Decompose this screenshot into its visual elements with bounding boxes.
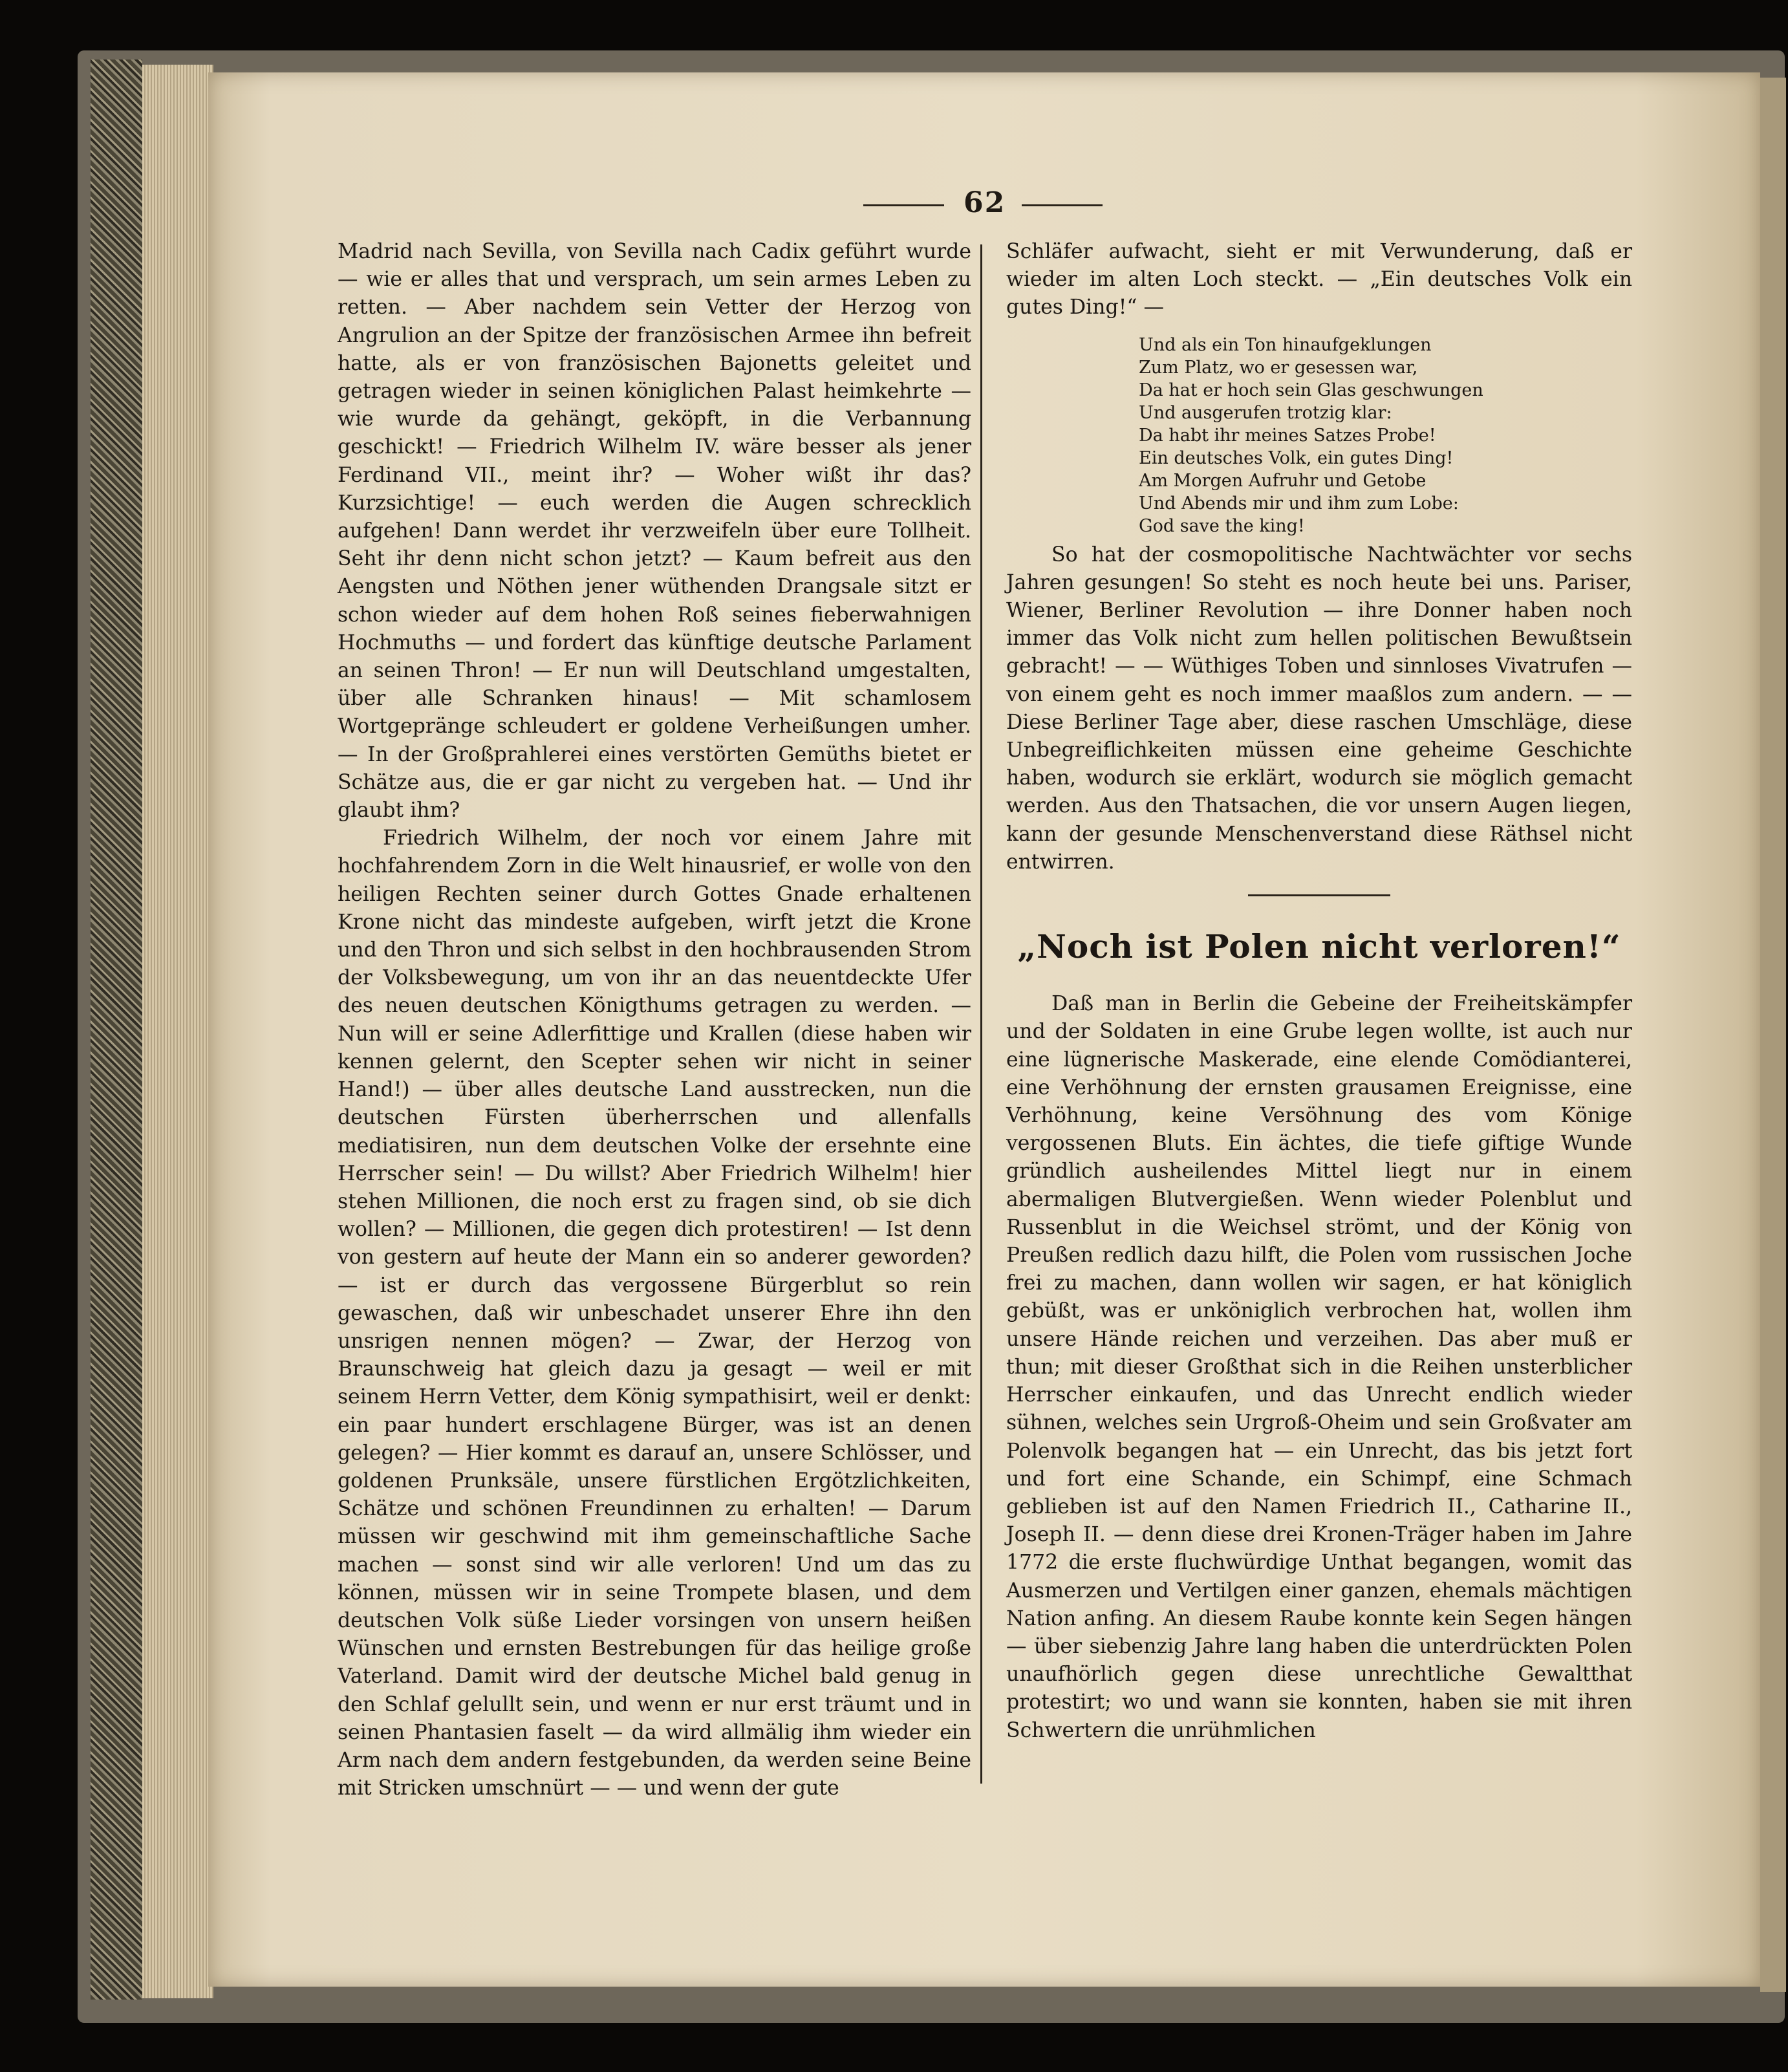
left-column (338, 238, 971, 1802)
article-body: Daß man in Berlin die Gebeine der Freiheitskämpfer und der Soldaten in eine Grube legen wollte, ist auch nur eine lügnerische Maskerade, eine elende Comödianterei, eine Verhöhnung der ernsten grausamen Ereignisse, eine Verhöhnung, keine Versöhnung des vom Könige vergossenen Bluts. Ein ächtes, die tiefe giftige Wunde gründlich ausheilendes Mittel liegt nur in einem abermaligen Blutvergießen. Wenn wieder Polenblut und Russenblut in die Weichsel strömt, und der König von Preußen redlich dazu hilft, die Polen vom russischen Joche frei zu machen, dann wollen wir sagen, er hat königlich gebüßt, was er unköniglich verbrochen hat, wollen ihm unsere Hände reichen und verzeihen. Das aber muß er thun; mit dieser Großthat sich in die Reihen unsterblicher Herrscher einkaufen, und das Unrecht endlich wieder sühnen, welches sein Urgroß-Oheim und sein Großvater am Polenvolk begangen hat — ein Unrecht, das bis jetzt fort und fort eine Schande, ein Schimpf, eine Schmach geblieben ist auf den Namen Friedrich II., Catharine II., Joseph II. — denn diese drei Kronen-Träger haben im Jahre 1772 die erste fluchwürdige Unthat begangen, womit das Ausmerzen und Vertilgen einer ganzen, ehemals mächtigen Nation anfing. An diesem Raube konnte kein Segen hängen — über siebenzig Jahre lang haben die unterdrückten Polen unaufhörlich gegen diese unrechtliche Gewaltthat protestirt; wo und wann sie konnten, haben sie mit ihren Schwertern die unrühmlichen (1006, 992, 1632, 1742)
next-page-edge (1760, 78, 1786, 1992)
marbled-cover-edge (91, 59, 142, 2000)
right-column (1006, 238, 1632, 1745)
poem-line: God save the king! (1139, 515, 1305, 536)
column-divider (980, 244, 982, 1784)
poem-line: Am Morgen Aufruhr und Getobe (1139, 470, 1427, 491)
right-paragraph-after-poem: So hat der cosmopolitische Nachtwächter vor sechs Jahren gesungen! So steht es noch heute bei uns. Pariser, Wiener, Berliner Revolution — ihre Donner haben noch immer das Volk nicht zum hellen politischen Bewußtsein gebracht! — — Wüthiges Toben und sinnloses Vivatrufen — von einem geht es noch immer maaßlos zum andern. — — Diese Berliner Tage aber, diese raschen Umschläge, diese Unbegreiflichkeiten müssen eine geheime Geschichte haben, wodurch sie erklärt, wodurch sie möglich gemacht werden. Aus den Thatsachen, die vor unsern Augen liegen, kann der gesunde Menschenverstand diese Räthsel nicht entwirren. (1006, 543, 1632, 874)
poem-line: Zum Platz, wo er gesessen war, (1139, 357, 1418, 378)
poem-line: Da hat er hoch sein Glas geschwungen (1139, 380, 1483, 400)
left-paragraph-1: Madrid nach Sevilla, von Sevilla nach Cadix geführt wurde — wie er alles that und versprach, um sein armes Leben zu retten. — Aber nachdem sein Vetter der Herzog von Angrulion an der Spitze der französischen Armee ihn befreit hatte, als er von französischen Bajonetts geleitet und getragen wieder in seinen königlichen Palast heimkehrte — wie wurde da gehängt, geköpft, in die Verbannung geschickt! — Friedrich Wilhelm IV. wäre besser als jener Ferdinand VII., meint ihr? — Woher wißt ihr das? Kurzsichtige! — euch werden die Augen schrecklich aufgehen! Dann werdet ihr verzweifeln über eure Tollheit. Seht ihr denn nicht schon jetzt? — Kaum befreit aus den Aengsten und Nöthen jener wüthenden Drangsale sitzt er schon wieder auf dem hohen Roß seines fieberwahnigen Hochmuths — und fordert das künftige deutsche Parlament an seinen Thron! — Er nun will Deutschland umgestalten, über alle Schranken hinaus! — Mit schamlosem Wortgepränge schleudert er goldene Verheißungen umher. — In der Großprahlerei eines verstörten Gemüths bietet er Schätze aus, die er gar nicht zu vergeben hat. — Und ihr glaubt ihm? (338, 240, 971, 823)
section-separator (1248, 894, 1390, 896)
page-number: 62 (964, 186, 1006, 219)
page-edges (142, 65, 213, 1998)
poem-line: Und ausgerufen trotzig klar: (1139, 402, 1392, 423)
poem-line: Und als ein Ton hinaufgeklungen (1139, 334, 1432, 355)
poem (1139, 334, 1632, 537)
article-heading: „Noch ist Polen nicht verloren!“ (1017, 927, 1621, 966)
poem-line: Da habt ihr meines Satzes Probe! (1139, 425, 1436, 446)
poem-line: Und Abends mir und ihm zum Lobe: (1139, 493, 1459, 513)
left-paragraph-2: Friedrich Wilhelm, der noch vor einem Jahre mit hochfahrendem Zorn in die Welt hinausrief, er wolle von den heiligen Rechten seiner durch Gottes Gnade erhaltenen Krone nicht das mindeste aufgeben, wirft jetzt die Krone und den Thron und sich selbst in den hochbrausenden Strom der Volksbewegung, um von ihr an das neuentdeckte Ufer des neuen deutschen Königthums getragen zu werden. — Nun will er seine Adlerfittige und Krallen (diese haben wir kennen gelernt, den Scepter sehen wir nicht in seiner Hand!) — über alles deutsche Land ausstrecken, nun die deutschen Fürsten überherrschen und allenfalls mediatisiren, nun dem deutschen Volke der ersehnte eine Herrscher sein! — Du willst? Aber Friedrich Wilhelm! hier stehen Millionen, die noch erst zu fragen sind, ob sie dich wollen? — Millionen, die gegen dich protestiren! — Ist denn von gestern auf heute der Mann ein so anderer geworden? — ist er durch das vergossene Bürgerblut so rein gewaschen, daß wir unbeschadet unserer Ehre ihn den unsrigen nennen mögen? — Zwar, der Herzog von Braunschweig hat gleich dazu ja gesagt — weil er mit seinem Herrn Vetter, dem König sympathisirt, weil er denkt: ein paar hundert erschlagene Bürger, was ist an denen gelegen? — Hier kommt es darauf an, unsere Schlösser, und goldenen Prunksäle, unsere fürstlichen Ergötzlichkeiten, Schätze und schönen Freundinnen zu erhalten! — Darum müssen wir geschwind mit ihm gemeinschaftliche Sache machen — sonst sind wir alle verloren! Und um das zu können, müssen wir in seine Trompete blasen, und dem deutschen Volk süße Lieder vorsingen von unsern heißen Wünschen und ernsten Bestrebungen für das heilige große Vaterland. Damit wird der deutsche Michel bald genug in den Schlaf gelullt sein, und wenn er nur erst träumt und in seinen Phantasien faselt — da wird allmälig ihm wieder ein Arm nach dem andern festgebunden, da werden seine Beine mit Stricken umschnürt — — und wenn der gute (338, 826, 971, 1800)
poem-line: Ein deutsches Volk, ein gutes Ding! (1139, 448, 1454, 468)
right-intro: Schläfer aufwacht, sieht er mit Verwunderung, daß er wieder im alten Loch steckt. — „Ein deutsches Volk ein gutes Ding!“ — (1006, 240, 1632, 319)
